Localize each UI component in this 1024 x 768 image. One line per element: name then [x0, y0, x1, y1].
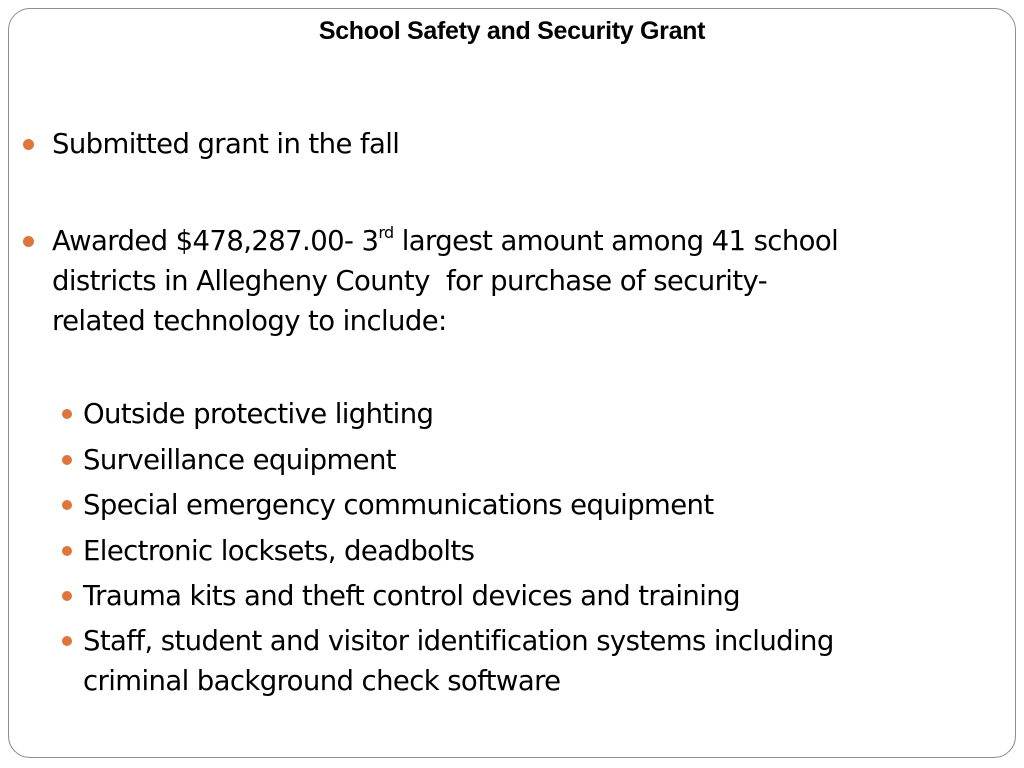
sub-bullet-text: Special emergency communications equipment — [83, 489, 714, 521]
bullet-dot-icon — [62, 546, 72, 556]
slide-title: School Safety and Security Grant — [318, 17, 706, 45]
bullet-dot-icon — [62, 636, 72, 646]
bullet-text: Submitted grant in the fall — [52, 128, 400, 160]
sub-bullet-line: Staff, student and visitor identification systems including — [83, 625, 834, 657]
bullet-text: Awarded $478,287.00- 3 — [52, 225, 379, 257]
sub-bullet-item — [83, 621, 983, 701]
bullet-dot-icon — [23, 236, 34, 247]
bullet-dot-icon — [62, 455, 72, 465]
bullet-dot-icon — [62, 409, 72, 419]
bullet-dot-icon — [62, 500, 72, 510]
sub-bullet-text: Outside protective lighting — [83, 398, 434, 430]
bullet-dot-icon — [62, 591, 72, 601]
sub-bullet-line: criminal background check software — [83, 665, 561, 697]
bullet-dot-icon — [23, 139, 34, 150]
ordinal-superscript: rd — [378, 222, 394, 242]
sub-bullet-text: Surveillance equipment — [83, 444, 396, 476]
sub-bullet-item — [83, 576, 983, 616]
bullet-item — [52, 221, 972, 341]
sub-bullet-item — [83, 394, 983, 434]
sub-bullet-item — [83, 485, 983, 525]
bullet-line — [52, 221, 972, 261]
sub-bullet-item — [83, 440, 983, 480]
bullet-item — [52, 124, 972, 164]
sub-bullet-text: Electronic locksets, deadbolts — [83, 535, 475, 567]
bullet-line: districts in Allegheny County for purchase of security- — [52, 265, 768, 297]
sub-bullet-item — [83, 531, 983, 571]
bullet-line: related technology to include: — [52, 305, 447, 337]
bullet-text: largest amount among 41 school — [393, 225, 839, 257]
sub-bullet-text: Trauma kits and theft control devices and training — [83, 580, 740, 612]
